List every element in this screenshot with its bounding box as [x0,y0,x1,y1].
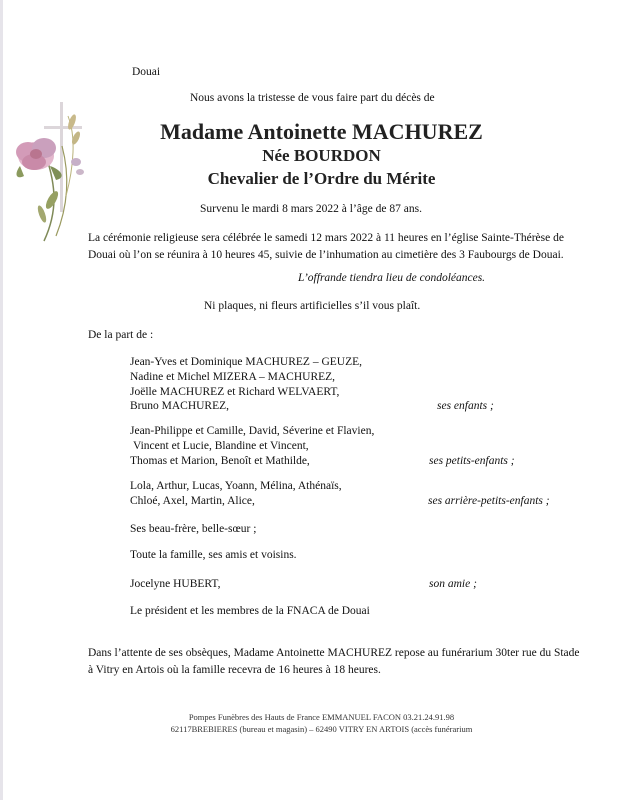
children-line: Joëlle MACHUREZ et Richard WELVAERT, [130,386,340,398]
friend-name: Jocelyne HUBERT, [130,578,221,590]
all-family-line: Toute la famille, ses amis et voisins. [130,549,297,561]
children-line: Nadine et Michel MIZERA – MACHUREZ, [130,371,336,383]
maiden-name: Née BOURDON [262,146,381,165]
great-grandchildren-line: Chloé, Axel, Martin, Alice, [130,495,255,507]
great-grandchildren-relation: ses arrière-petits-enfants ; [428,495,550,507]
great-grandchildren-line: Lola, Arthur, Lucas, Yoann, Mélina, Athénaïs, [130,480,342,492]
grandchildren-relation: ses petits-enfants ; [429,455,515,467]
death-date: Survenu le mardi 8 mars 2022 à l’âge de 87 ans. [200,203,422,215]
grandchildren-line: Jean-Philippe et Camille, David, Séverine et Flavien, [130,425,375,437]
city-label: Douai [132,66,161,78]
in-laws-line: Ses beau-frère, belle-sœur ; [130,523,257,535]
grandchildren-line: Thomas et Marion, Benoît et Mathilde, [130,455,310,467]
family-intro: De la part de : [88,329,154,341]
fnaca-line: Le président et les membres de la FNACA de Douai [130,605,370,617]
children-line: Jean-Yves et Dominique MACHUREZ – GEUZE, [130,356,363,368]
children-line: Bruno MACHUREZ, [130,400,230,412]
honor-title: Chevalier de l’Ordre du Mérite [207,169,436,188]
footer-line2: 62117BREBIERES (bureau et magasin) – 62490 VITRY EN ARTOIS (accès funérarium [170,724,473,734]
ceremony-text: La cérémonie religieuse sera célébrée le samedi 12 mars 2022 à 11 heures en l’église Sainte-Thérèse de Douai où l’on se réunira à 10 heures 45, suivie de l’inhumation au cimetière des 3 Faubourgs de Douai. [88,232,564,261]
no-flowers-note: Ni plaques, ni fleurs artificielles s’il vous plaît. [204,300,421,312]
footer-line1: Pompes Funèbres des Hauts de France EMMANUEL FACON 03.21.24.91.98 [188,712,455,722]
intro-text: Nous avons la tristesse de vous faire part du décès de [190,92,435,104]
deceased-name: Madame Antoinette MACHUREZ [160,119,483,144]
grandchildren-line: Vincent et Lucie, Blandine et Vincent, [133,440,309,452]
rest-text: Dans l’attente de ses obsèques, Madame Antoinette MACHUREZ repose au funérarium 30ter rue du Stade à Vitry en Artois où la famille recevra de 16 heures à 18 heures. [88,647,580,676]
children-relation: ses enfants ; [437,400,494,412]
friend-relation: son amie ; [429,578,477,590]
offering-note: L’offrande tiendra lieu de condoléances. [298,272,486,284]
